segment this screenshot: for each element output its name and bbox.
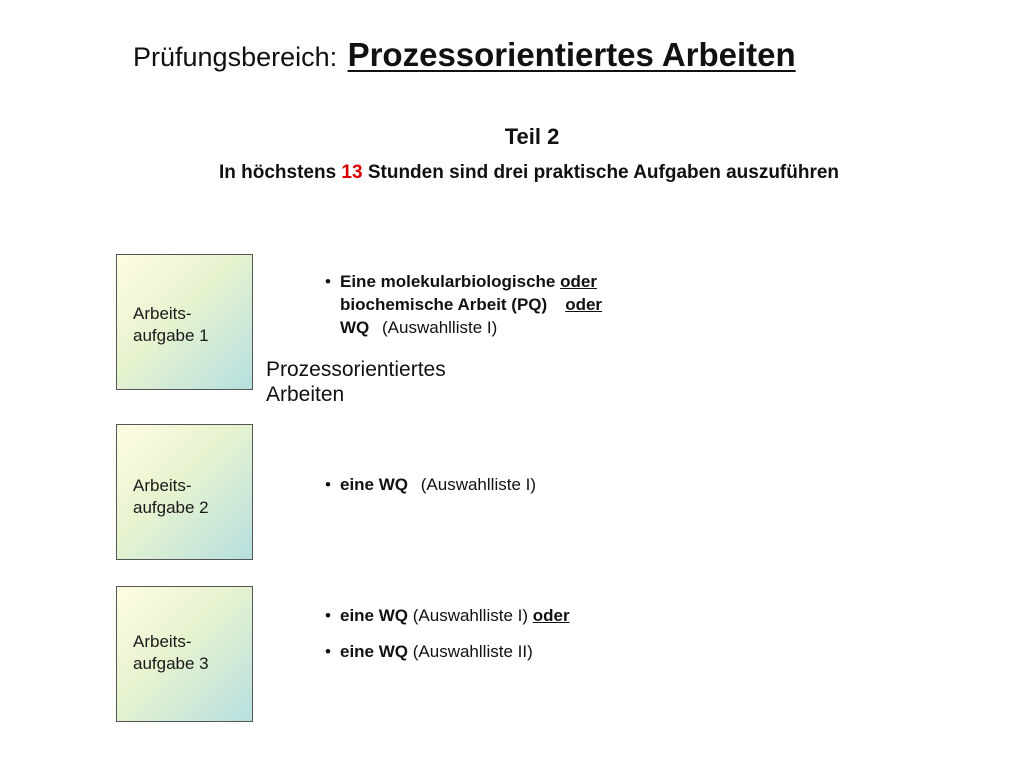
center-label-line1: Prozessorientiertes [266,358,446,381]
task1-line2-link: oder [565,295,603,314]
center-label [266,357,446,407]
bullet-dot: • [325,475,331,494]
subtitle-before: In höchstens [218,162,337,183]
bullet-dot: • [325,642,331,661]
task-label-line1: Arbeits- [133,304,192,323]
task-box-label [133,475,209,519]
task-label-line2: aufgabe 2 [133,498,209,517]
task3-bullet-a [325,604,570,627]
task1-line3-rest: (Auswahlliste I) [382,318,498,337]
task2-rest: (Auswahlliste I) [420,475,537,494]
task3-bullet-b [325,640,533,663]
task2-wq: eine WQ [340,475,409,494]
task1-line3-wq: WQ [340,318,370,337]
task3a-rest: (Auswahlliste I) [412,606,529,625]
task1-bullet [325,270,602,339]
task3b-wq: eine WQ [340,642,409,661]
part-heading: Teil 2 [504,124,560,149]
task-box-1 [116,254,253,390]
page-title [133,36,796,74]
bullet-dot: • [325,606,331,625]
subtitle-hours: 13 [341,162,363,183]
subtitle-after: Stunden sind drei praktische Aufgaben auszuführen [367,162,840,183]
center-label-line2: Arbeiten [266,383,345,406]
task2-bullet [325,473,536,496]
task-label-line1: Arbeits- [133,476,192,495]
task3a-wq: eine WQ [340,606,409,625]
task-label-line1: Arbeits- [133,632,192,651]
title-main: Prozessorientiertes Arbeiten [347,36,796,73]
task-box-3 [116,586,253,722]
task-box-label [133,303,209,347]
subtitle [0,162,1024,184]
bullet-dot: • [325,272,331,291]
task-label-line2: aufgabe 1 [133,326,209,345]
task-box-2 [116,424,253,560]
task1-line2-text: biochemische Arbeit (PQ) [340,295,548,314]
task3b-rest: (Auswahlliste II) [412,642,533,661]
task-box-label [133,631,209,675]
title-prefix: Prüfungsbereich: [133,42,338,72]
task-label-line2: aufgabe 3 [133,654,209,673]
task3a-link: oder [532,606,570,625]
task1-line1-text: Eine molekularbiologische [340,272,556,291]
task1-line1-link: oder [560,272,597,291]
